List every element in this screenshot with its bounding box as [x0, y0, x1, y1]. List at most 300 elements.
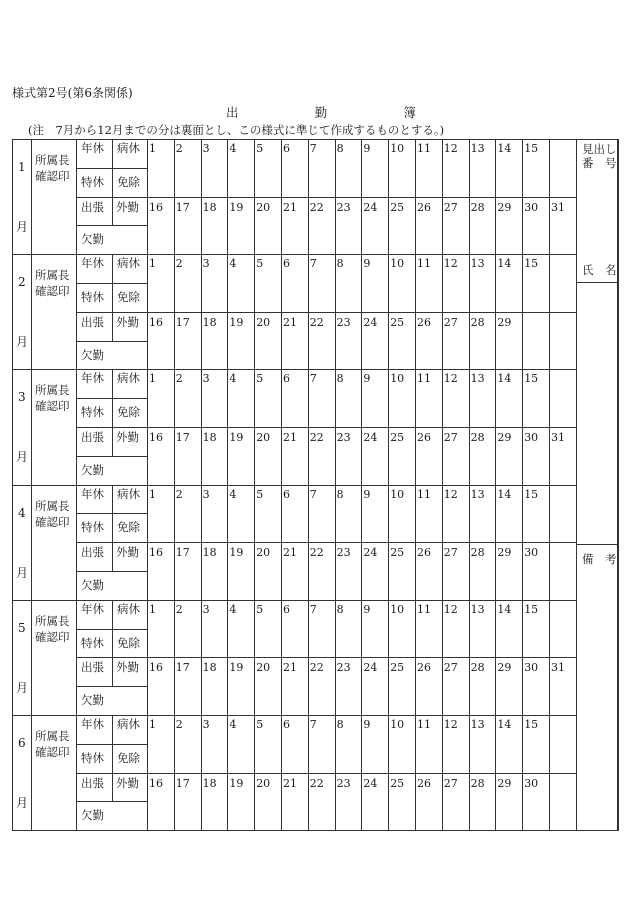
grid-line-h — [12, 485, 577, 486]
grid-line-v — [361, 139, 362, 198]
day-number: 23 — [336, 546, 351, 560]
day-number: 8 — [336, 602, 344, 616]
day-number: 8 — [336, 487, 344, 501]
grid-line-v — [147, 369, 148, 485]
grid-line-v — [227, 657, 228, 716]
day-number: 21 — [283, 315, 297, 329]
grid-line-v — [415, 715, 416, 774]
grid-line-v — [147, 600, 148, 716]
outwork-label: 外勤 — [116, 660, 139, 675]
grid-line-v — [112, 312, 113, 342]
grid-line-v — [201, 369, 202, 428]
leave-special-label: 特休 — [81, 174, 104, 189]
grid-line-v — [522, 197, 523, 256]
grid-line-v — [442, 715, 443, 774]
grid-line-v — [112, 398, 113, 428]
title-char: 勤 — [314, 105, 328, 120]
leave-special-label: 特休 — [81, 635, 104, 650]
day-number: 5 — [256, 372, 264, 386]
day-number: 14 — [497, 718, 512, 731]
grid-line-v — [227, 254, 228, 313]
grid-line-h — [12, 600, 577, 601]
day-number: 29 — [497, 200, 512, 214]
leave-exempt-label: 免除 — [117, 405, 140, 420]
grid-line-v — [112, 427, 113, 457]
grid-line-v — [112, 485, 113, 515]
day-number: 15 — [524, 257, 539, 271]
grid-line-v — [469, 485, 470, 544]
grid-line-h — [76, 571, 148, 572]
leave-exempt-label: 免除 — [117, 290, 140, 304]
grid-line-v — [442, 312, 443, 371]
day-number: 12 — [443, 487, 458, 501]
month-unit: 月 — [16, 680, 29, 695]
grid-line-v — [201, 773, 202, 832]
day-number: 9 — [363, 257, 371, 271]
day-number: 2 — [175, 372, 183, 386]
grid-line-v — [174, 197, 175, 256]
day-number: 25 — [390, 661, 405, 675]
grid-line-v — [469, 197, 470, 256]
day-number: 20 — [256, 315, 271, 329]
grid-line-v — [31, 715, 32, 831]
grid-line-v — [442, 485, 443, 544]
day-number: 11 — [417, 718, 431, 731]
day-number: 10 — [390, 487, 405, 501]
grid-line-v — [335, 254, 336, 313]
grid-line-v — [361, 254, 362, 313]
day-number: 25 — [390, 776, 405, 790]
grid-line-v — [174, 542, 175, 601]
day-number: 31 — [551, 431, 565, 444]
grid-line-v — [469, 715, 470, 774]
day-number: 2 — [175, 602, 183, 616]
leave-special-label: 特休 — [81, 750, 104, 765]
day-number: 28 — [470, 315, 485, 329]
day-number: 24 — [363, 661, 378, 675]
grid-line-v — [112, 715, 113, 745]
grid-line-v — [549, 197, 550, 256]
grid-line-v — [254, 369, 255, 428]
grid-line-v — [442, 657, 443, 716]
grid-line-h — [576, 282, 619, 283]
grid-line-v — [361, 600, 362, 659]
grid-line-v — [442, 254, 443, 313]
grid-line-h — [76, 456, 148, 457]
grid-line-v — [442, 427, 443, 486]
attendance-table — [12, 139, 618, 830]
day-number: 10 — [390, 142, 405, 155]
grid-line-v — [495, 427, 496, 486]
day-number: 6 — [283, 257, 290, 271]
grid-line-v — [308, 139, 309, 198]
day-number: 19 — [229, 200, 244, 214]
day-number: 21 — [283, 431, 297, 444]
grid-line-v — [174, 139, 175, 198]
day-number: 20 — [256, 200, 271, 214]
heading-number-label-2: 番 号 — [582, 156, 617, 170]
day-number: 12 — [443, 372, 458, 386]
grid-line-v — [388, 254, 389, 313]
day-number: 10 — [390, 602, 405, 616]
grid-line-v — [281, 427, 282, 486]
month-number: 1 — [18, 160, 26, 174]
day-number: 3 — [202, 257, 210, 271]
day-number: 8 — [336, 142, 344, 155]
grid-line-v — [254, 254, 255, 313]
day-number: 29 — [497, 776, 512, 790]
day-number: 16 — [149, 776, 163, 790]
grid-line-v — [388, 773, 389, 832]
absence-label: 欠勤 — [81, 232, 104, 247]
grid-line-v — [415, 139, 416, 198]
day-number: 23 — [336, 661, 351, 675]
day-number: 7 — [309, 718, 317, 731]
day-number: 28 — [470, 200, 485, 214]
day-number: 10 — [390, 718, 405, 731]
grid-line-v — [442, 369, 443, 428]
grid-line-v — [335, 485, 336, 544]
day-number: 6 — [283, 602, 290, 616]
day-number: 28 — [470, 431, 485, 444]
grid-line-v — [308, 657, 309, 716]
grid-line-v — [281, 312, 282, 371]
grid-line-v — [254, 197, 255, 256]
day-number: 5 — [256, 718, 264, 731]
approval-label: 所属長 — [35, 153, 70, 167]
grid-line-h — [76, 197, 577, 198]
day-number: 3 — [202, 487, 210, 501]
outwork-label: 外勤 — [116, 775, 139, 790]
grid-line-v — [201, 542, 202, 601]
day-number: 19 — [229, 661, 244, 675]
absence-label: 欠勤 — [81, 693, 104, 708]
grid-line-v — [254, 427, 255, 486]
day-number: 21 — [283, 661, 297, 675]
day-number: 15 — [524, 372, 539, 386]
grid-line-v — [254, 139, 255, 198]
grid-line-v — [495, 600, 496, 659]
form-label: 様式第2号(第6条関係) — [12, 86, 133, 100]
approval-label: 所属長 — [35, 613, 70, 628]
day-number: 31 — [551, 661, 565, 675]
grid-line-v — [201, 715, 202, 774]
day-number: 7 — [309, 142, 317, 155]
day-number: 9 — [363, 142, 371, 155]
grid-line-h — [576, 544, 619, 545]
grid-line-v — [415, 542, 416, 601]
approval-label: 確認印 — [35, 514, 70, 529]
grid-line-v — [254, 542, 255, 601]
day-number: 9 — [363, 718, 371, 731]
day-number: 13 — [470, 257, 485, 271]
approval-label: 所属長 — [35, 498, 70, 513]
grid-line-v — [495, 139, 496, 198]
grid-line-v — [549, 600, 550, 659]
day-number: 26 — [417, 315, 431, 329]
grid-line-v — [442, 542, 443, 601]
day-number: 3 — [202, 718, 210, 731]
absence-label: 欠勤 — [81, 808, 104, 823]
grid-line-v — [415, 773, 416, 832]
grid-line-v — [549, 369, 550, 428]
grid-line-v — [112, 283, 113, 313]
grid-line-v — [112, 139, 113, 169]
grid-line-v — [227, 312, 228, 371]
grid-line-v — [254, 773, 255, 832]
grid-line-v — [495, 485, 496, 544]
heading-number-label: 見出し — [582, 142, 617, 156]
day-number: 16 — [149, 546, 163, 560]
grid-line-v — [361, 427, 362, 486]
grid-line-v — [469, 139, 470, 198]
grid-line-v — [281, 197, 282, 256]
grid-line-v — [522, 312, 523, 371]
grid-line-v — [308, 715, 309, 774]
day-number: 1 — [149, 487, 156, 501]
day-number: 2 — [175, 142, 183, 155]
day-number: 22 — [309, 546, 324, 560]
grid-line-v — [495, 254, 496, 313]
grid-line-v — [442, 139, 443, 198]
leave-sick-label: 病休 — [117, 486, 140, 501]
grid-line-v — [227, 773, 228, 832]
day-number: 3 — [202, 602, 210, 616]
day-number: 11 — [417, 602, 431, 616]
outwork-label: 外勤 — [116, 545, 139, 560]
grid-line-v — [388, 369, 389, 428]
day-number: 22 — [309, 200, 324, 214]
day-number: 23 — [336, 431, 351, 444]
grid-line-h — [76, 312, 577, 313]
grid-line-h — [76, 657, 577, 658]
day-number: 26 — [417, 776, 431, 790]
grid-line-v — [201, 485, 202, 544]
day-number: 23 — [336, 200, 351, 214]
grid-line-v — [442, 197, 443, 256]
grid-line-v — [522, 427, 523, 486]
day-number: 20 — [256, 661, 271, 675]
day-number: 26 — [417, 661, 431, 675]
grid-line-h — [76, 398, 148, 399]
day-number: 9 — [363, 487, 371, 501]
grid-line-v — [415, 254, 416, 313]
grid-line-v — [576, 657, 577, 716]
day-number: 22 — [309, 661, 324, 675]
day-number: 27 — [443, 200, 458, 214]
grid-line-v — [617, 139, 618, 831]
grid-line-v — [415, 427, 416, 486]
grid-line-v — [308, 485, 309, 544]
day-number: 12 — [443, 718, 458, 731]
grid-line-v — [174, 427, 175, 486]
leave-sick-label: 病休 — [117, 371, 140, 386]
grid-line-v — [227, 427, 228, 486]
day-number: 7 — [309, 372, 317, 386]
grid-line-v — [335, 427, 336, 486]
day-number: 15 — [524, 142, 539, 155]
day-number: 15 — [524, 487, 539, 501]
day-number: 4 — [229, 257, 237, 271]
grid-line-v — [281, 542, 282, 601]
day-number: 30 — [524, 661, 539, 675]
day-number: 17 — [175, 546, 190, 560]
day-number: 22 — [309, 315, 324, 329]
page-title — [226, 103, 416, 121]
grid-line-h — [76, 513, 148, 514]
grid-line-v — [469, 369, 470, 428]
grid-line-h — [76, 686, 148, 687]
day-number: 21 — [283, 776, 297, 790]
day-number: 1 — [149, 602, 156, 616]
outwork-label: 外勤 — [116, 199, 139, 214]
day-number: 24 — [363, 546, 378, 560]
grid-line-v — [281, 485, 282, 544]
day-number: 16 — [149, 200, 163, 214]
day-number: 13 — [470, 487, 485, 501]
grid-line-h — [76, 283, 148, 284]
day-number: 14 — [497, 372, 512, 386]
day-number: 9 — [363, 602, 371, 616]
day-number: 21 — [283, 546, 297, 560]
day-number: 27 — [443, 661, 458, 675]
day-number: 23 — [336, 315, 351, 329]
day-number: 5 — [256, 257, 264, 271]
grid-line-v — [112, 542, 113, 572]
grid-line-v — [549, 657, 550, 716]
title-char: 出 — [226, 105, 239, 120]
day-number: 19 — [229, 546, 244, 560]
day-number: 2 — [175, 257, 183, 271]
grid-line-v — [112, 629, 113, 659]
grid-line-v — [549, 542, 550, 601]
day-number: 4 — [229, 142, 237, 155]
day-number: 18 — [202, 315, 217, 329]
grid-line-v — [388, 197, 389, 256]
grid-line-v — [361, 542, 362, 601]
grid-line-v — [254, 657, 255, 716]
absence-label: 欠勤 — [81, 462, 104, 477]
grid-line-v — [308, 542, 309, 601]
grid-line-v — [281, 773, 282, 832]
grid-line-v — [112, 657, 113, 687]
grid-line-v — [308, 369, 309, 428]
trip-label: 出張 — [81, 314, 104, 329]
grid-line-v — [254, 715, 255, 774]
grid-line-v — [308, 254, 309, 313]
day-number: 4 — [229, 487, 237, 501]
approval-label: 所属長 — [35, 729, 70, 743]
day-number: 15 — [524, 602, 539, 616]
day-number: 16 — [149, 431, 163, 444]
grid-line-v — [522, 485, 523, 544]
grid-line-h — [76, 542, 577, 543]
day-number: 10 — [390, 372, 405, 386]
day-number: 28 — [470, 546, 485, 560]
trip-label: 出張 — [81, 430, 104, 444]
day-number: 12 — [443, 257, 458, 271]
grid-line-v — [469, 254, 470, 313]
grid-line-v — [335, 312, 336, 371]
grid-line-v — [201, 254, 202, 313]
day-number: 9 — [363, 372, 371, 386]
day-number: 3 — [202, 372, 210, 386]
grid-line-v — [415, 600, 416, 659]
grid-line-v — [415, 657, 416, 716]
day-number: 18 — [202, 776, 217, 790]
grid-line-v — [254, 600, 255, 659]
grid-line-v — [31, 485, 32, 601]
grid-line-v — [281, 657, 282, 716]
day-number: 14 — [497, 602, 512, 616]
grid-line-v — [522, 657, 523, 716]
grid-line-v — [361, 197, 362, 256]
day-number: 24 — [363, 315, 378, 329]
day-number: 18 — [202, 661, 217, 675]
day-number: 30 — [524, 546, 539, 560]
day-number: 26 — [417, 431, 431, 444]
grid-line-v — [522, 542, 523, 601]
grid-line-v — [388, 657, 389, 716]
leave-annual-label: 年休 — [81, 717, 104, 731]
grid-line-v — [361, 312, 362, 371]
month-unit: 月 — [16, 335, 29, 350]
grid-line-v — [549, 254, 550, 313]
day-number: 17 — [175, 661, 190, 675]
approval-label: 確認印 — [35, 745, 70, 759]
grid-line-v — [308, 312, 309, 371]
grid-line-v — [388, 542, 389, 601]
day-number: 14 — [497, 487, 512, 501]
grid-line-v — [31, 600, 32, 716]
month-number: 3 — [18, 390, 26, 405]
grid-line-v — [618, 139, 619, 831]
approval-label: 確認印 — [35, 629, 70, 644]
day-number: 1 — [149, 718, 156, 731]
day-number: 13 — [470, 372, 485, 386]
day-number: 29 — [497, 546, 512, 560]
day-number: 30 — [524, 200, 539, 214]
grid-line-v — [388, 139, 389, 198]
day-number: 24 — [363, 776, 378, 790]
day-number: 28 — [470, 661, 485, 675]
day-number: 12 — [443, 602, 458, 616]
approval-label: 所属長 — [35, 383, 70, 398]
grid-line-v — [227, 139, 228, 198]
leave-annual-label: 年休 — [81, 256, 104, 271]
day-number: 18 — [202, 546, 217, 560]
grid-line-v — [495, 773, 496, 832]
month-unit: 月 — [16, 565, 29, 580]
grid-line-v — [174, 773, 175, 832]
grid-line-h — [76, 744, 148, 745]
grid-line-v — [201, 312, 202, 371]
day-number: 24 — [363, 431, 378, 444]
grid-line-h — [12, 254, 577, 255]
day-number: 7 — [309, 257, 317, 271]
grid-line-v — [308, 197, 309, 256]
grid-line-v — [147, 254, 148, 370]
leave-sick-label: 病休 — [117, 717, 140, 731]
grid-line-v — [201, 139, 202, 198]
trip-label: 出張 — [81, 199, 104, 214]
grid-line-v — [174, 715, 175, 774]
grid-line-v — [227, 715, 228, 774]
grid-line-v — [361, 657, 362, 716]
day-number: 1 — [149, 257, 156, 271]
grid-line-v — [522, 600, 523, 659]
grid-line-h — [12, 830, 619, 831]
